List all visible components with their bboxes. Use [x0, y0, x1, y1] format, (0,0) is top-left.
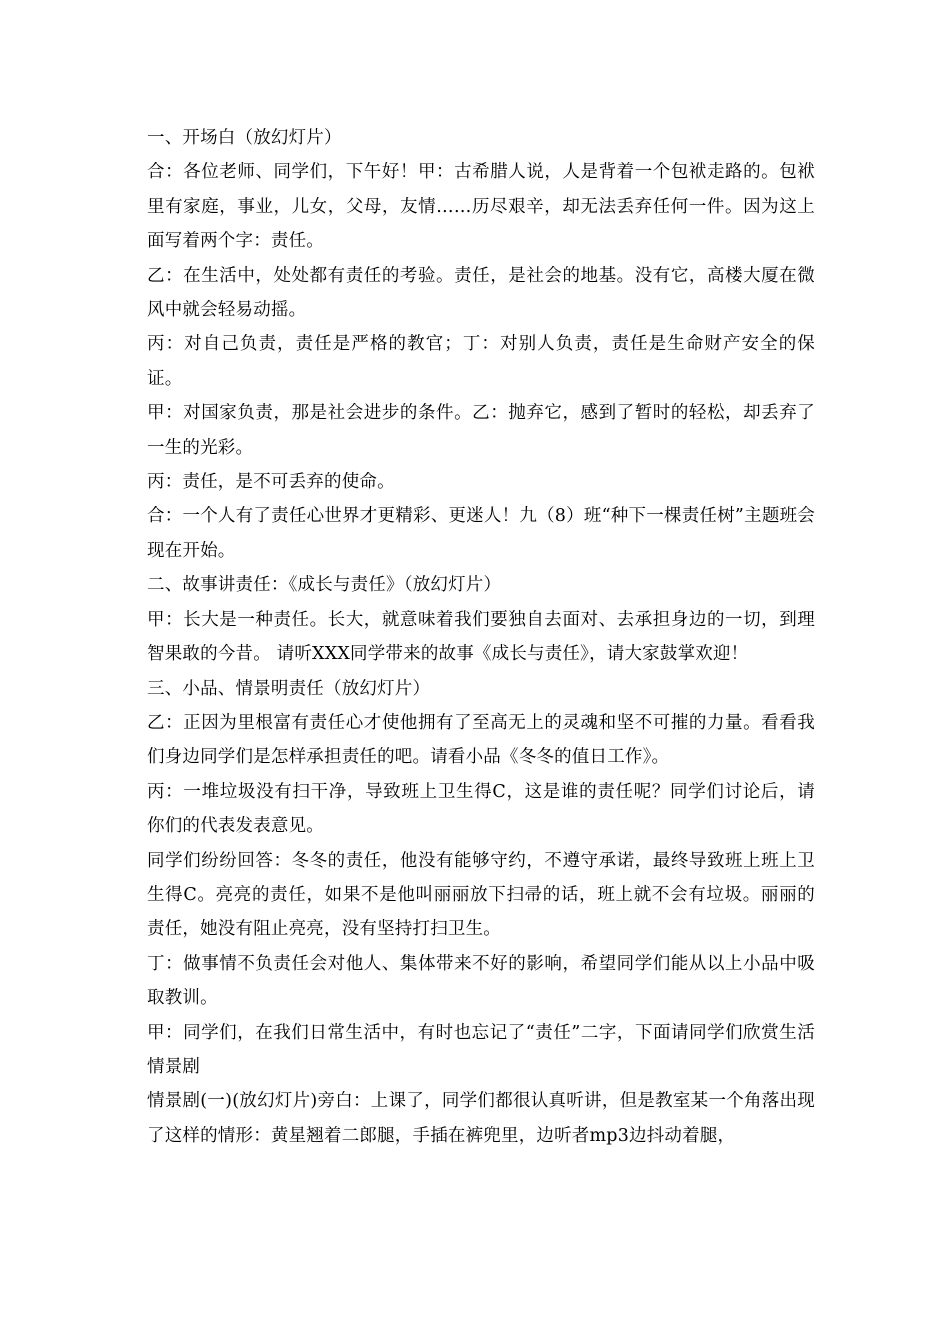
paragraph-jia-scene-intro: 甲：同学们，在我们日常生活中，有时也忘记了“责任”二字，下面请同学们欣赏生活情景剧	[147, 1022, 815, 1077]
paragraph-opening-greeting: 合：各位老师、同学们，下午好！甲：古希腊人说，人是背着一个包袱走路的。包袱里有家庭，事业，儿女，父母，友情……历尽艰辛，却无法丢弃任何一件。因为这上面写着两个字：责任。	[147, 162, 815, 252]
paragraph-bing-mission: 丙：责任，是不可丢弃的使命。	[147, 472, 395, 493]
paragraph-jia-growing-up: 甲：长大是一种责任。长大，就意味着我们要独自去面对、去承担身边的一切，到理智果敢的今昔。 请听XXX同学带来的故事《成长与责任》，请大家鼓掌欢迎！	[147, 609, 815, 665]
paragraph-students-answer: 同学们纷纷回答：冬冬的责任，他没有能够守约，不遵守承诺，最终导致班上班上卫生得C。亮亮的责任，如果不是他叫丽丽放下扫帚的话，班上就不会有垃圾。丽丽的责任，她没有阻止亮亮，没有坚持打扫卫生。	[147, 850, 815, 940]
document-body	[147, 121, 815, 1153]
section-heading-opening: 一、开场白（放幻灯片）	[147, 128, 342, 148]
section-heading-skit: 三、小品、情景明责任（放幻灯片）	[147, 678, 431, 699]
paragraph-bing-garbage: 丙：一堆垃圾没有扫干净，导致班上卫生得C，这是谁的责任呢？同学们讨论后，请你们的代表发表意见。	[147, 781, 815, 837]
paragraph-scene-one: 情景剧(一)(放幻灯片)旁白：上课了，同学们都很认真听讲，但是教室某一个角落出现了这样的情形：黄星翘着二郎腿，手插在裤兜里，边听者mp3边抖动着腿，	[147, 1091, 815, 1146]
paragraph-he-start: 合：一个人有了责任心世界才更精彩、更迷人！九（8）班“种下一棵责任树”主题班会现在开始。	[147, 506, 815, 561]
paragraph-ding-lesson: 丁：做事情不负责任会对他人、集体带来不好的影响，希望同学们能从以上小品中吸取教训。	[147, 953, 815, 1009]
paragraph-jia-yi-country: 甲：对国家负责，那是社会进步的条件。乙：抛弃它，感到了暂时的轻松，却丢弃了一生的光彩。	[147, 403, 815, 458]
section-heading-story: 二、故事讲责任：《成长与责任》（放幻灯片）	[147, 575, 502, 596]
paragraph-yi-foundation: 乙：在生活中，处处都有责任的考验。责任，是社会的地基。没有它，高楼大厦在微风中就会轻易动摇。	[147, 265, 815, 321]
paragraph-bing-ding-self: 丙：对自己负责，责任是严格的教官；丁：对别人负责，责任是生命财产安全的保证。	[147, 334, 815, 389]
paragraph-yi-reagan: 乙：正因为里根富有责任心才使他拥有了至高无上的灵魂和坚不可摧的力量。看看我们身边同学们是怎样承担责任的吧。请看小品《冬冬的值日工作》。	[147, 712, 815, 768]
